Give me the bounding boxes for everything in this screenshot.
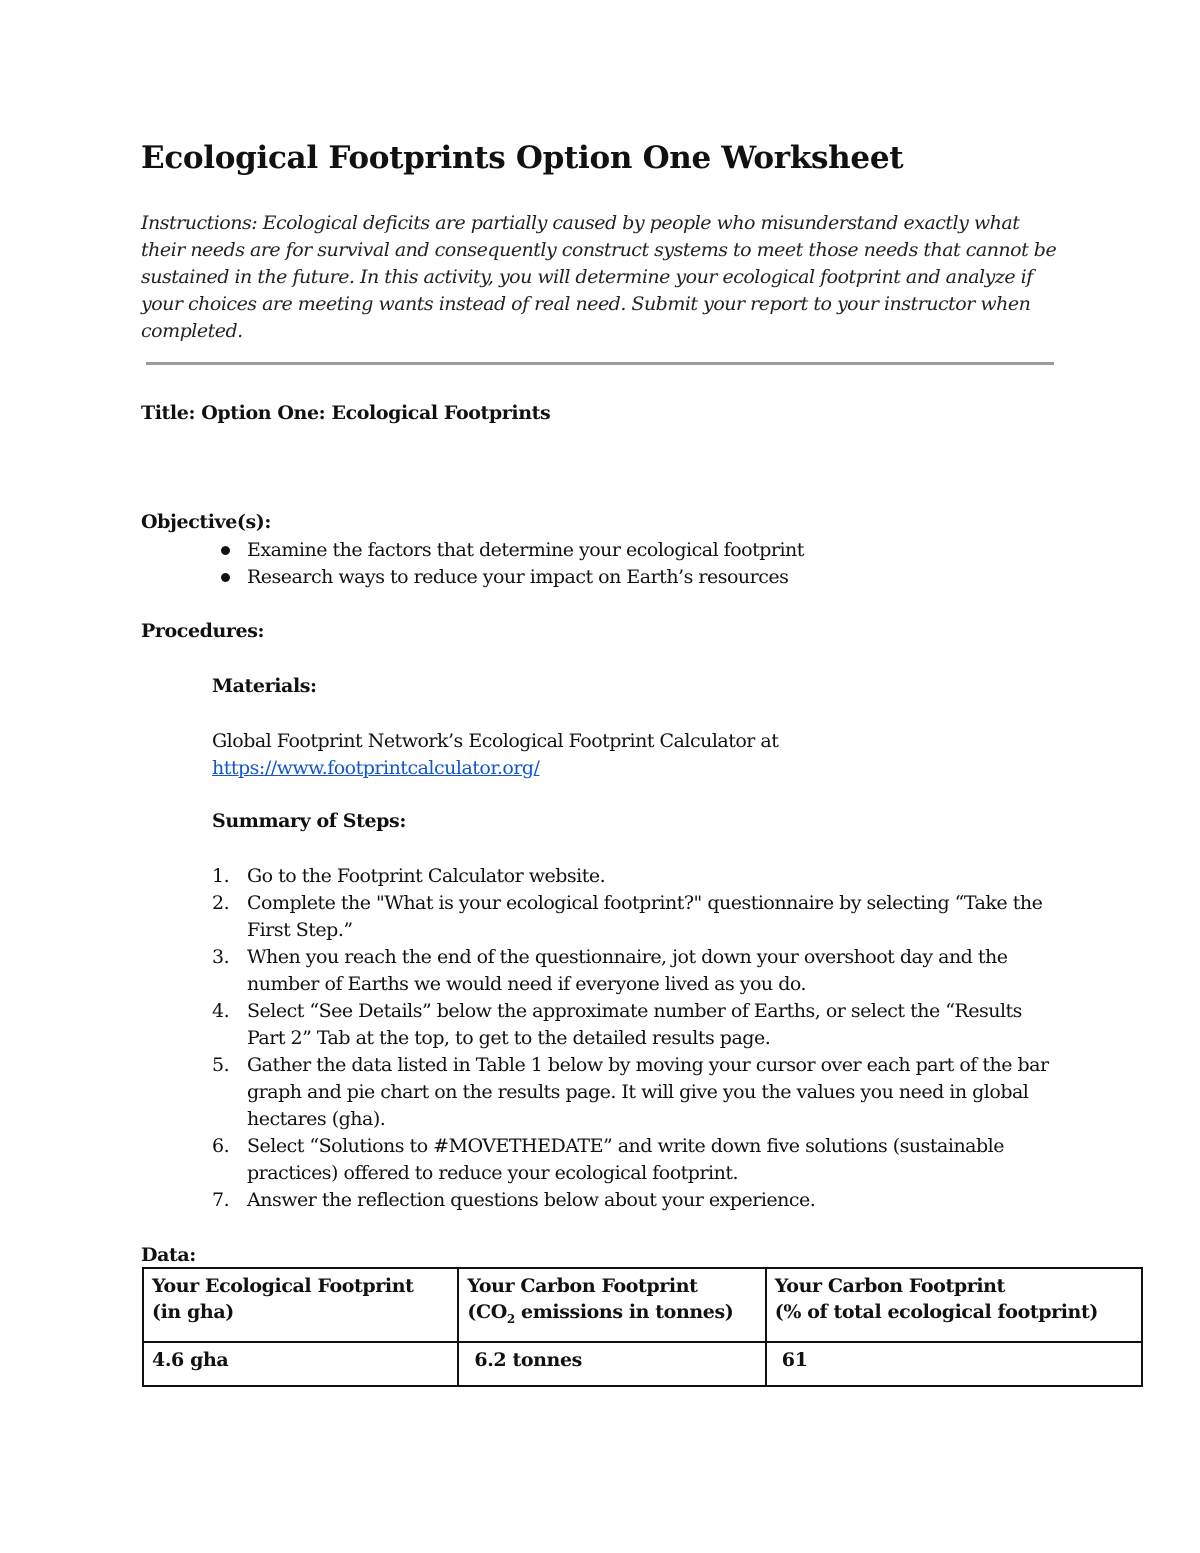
procedures-label: Procedures:: [141, 620, 265, 642]
instructions-paragraph: Instructions: Ecological deficits are partially caused by people who misunderstand exactly what their needs are for survival and consequently construct systems to meet those needs that cannot be sustained in the future. In this activity, you will determine your ecological footprint and analyze if your choices are meeting wants instead of real need. Submit your report to your instructor when completed.: [141, 212, 1057, 342]
bullet-icon: [221, 573, 230, 582]
list-item: 4. Select “See Details” below the approximate number of Earths, or select the “Results Part 2” Tab at the top, to get to the detailed results page.: [212, 1000, 1022, 1049]
steps-list: [212, 863, 1052, 1214]
materials-label: Materials:: [212, 675, 317, 697]
list-item: Research ways to reduce your impact on Earth’s resources: [212, 564, 804, 591]
objectives-list: [212, 537, 804, 591]
list-item: 1. Go to the Footprint Calculator website.: [212, 865, 606, 887]
data-label: Data:: [141, 1244, 196, 1266]
header-cell-carbon-emissions: Your Carbon Footprint ($CO_2$ emissions in tonnes): [458, 1268, 765, 1342]
list-item: Examine the factors that determine your ecological footprint: [212, 537, 804, 564]
bullet-icon: [221, 546, 230, 555]
data-table: [142, 1267, 1143, 1387]
footprint-calculator-link[interactable]: https://www.footprintcalculator.org/: [212, 757, 540, 779]
header-cell-ecological-footprint: Your Ecological Footprint (in gha): [143, 1268, 458, 1342]
list-item: 6. Select “Solutions to #MOVETHEDATE” and write down five solutions (sustainable practices) offered to reduce your ecological footprint.: [212, 1135, 1004, 1184]
header-cell-carbon-percent: Your Carbon Footprint (% of total ecological footprint): [766, 1268, 1142, 1342]
table-row: [143, 1342, 1142, 1386]
report-title: Title: Option One: Ecological Footprints: [141, 402, 551, 424]
list-item: 5. Gather the data listed in Table 1 below by moving your cursor over each part of the bar graph and pie chart on the results page. It will give you the values you need in global hectares (gha).: [212, 1054, 1049, 1130]
list-item: 2. Complete the "What is your ecological footprint?" questionnaire by selecting “Take the First Step.”: [212, 892, 1043, 941]
list-item: 3. When you reach the end of the questionnaire, jot down your overshoot day and the number of Earths we would need if everyone lived as you do.: [212, 946, 1008, 995]
value-cell-carbon-percent: 61: [766, 1342, 1142, 1386]
value-cell-ecological-footprint: 4.6 gha: [143, 1342, 458, 1386]
table-header-row: [143, 1268, 1142, 1342]
objectives-label: Objective(s):: [141, 511, 271, 533]
materials-text: Global Footprint Network’s Ecological Footprint Calculator at: [212, 730, 779, 752]
list-item: 7. Answer the reflection questions below about your experience.: [212, 1189, 816, 1211]
horizontal-divider: [146, 362, 1054, 365]
page-title: Ecological Footprints Option One Worksheet: [141, 140, 904, 176]
value-cell-carbon-emissions: 6.2 tonnes: [458, 1342, 765, 1386]
summary-of-steps-label: Summary of Steps:: [212, 810, 406, 832]
